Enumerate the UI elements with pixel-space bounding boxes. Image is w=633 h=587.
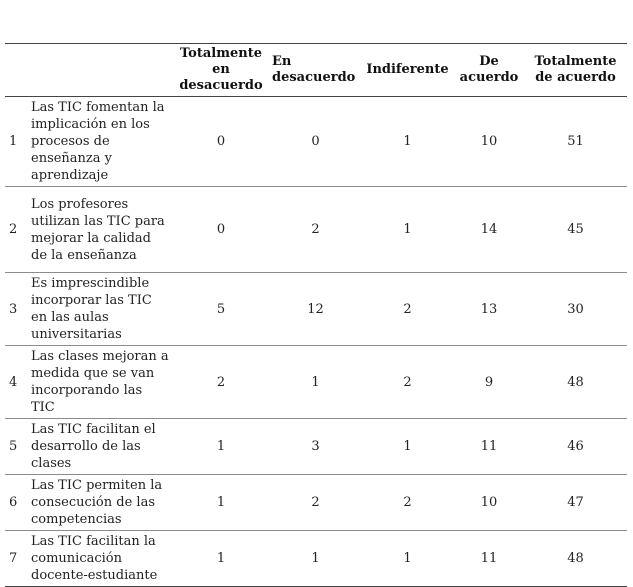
cell-de-acuerdo: 10 xyxy=(480,495,498,510)
cell-totalmente-en-desacuerdo: 1 xyxy=(216,551,226,566)
cell-de-acuerdo: 10 xyxy=(480,134,498,149)
cell-totalmente-en-desacuerdo: 1 xyxy=(216,495,226,510)
row-statement: Las clases mejoran a medida que se van incorporando las TIC xyxy=(31,349,169,415)
cell-totalmente-de-acuerdo: 48 xyxy=(567,551,584,566)
cell-totalmente-de-acuerdo: 47 xyxy=(567,495,584,510)
row-statement: Las TIC facilitan la comunicación docente-estudiante xyxy=(31,534,158,583)
row-number: 1 xyxy=(9,134,18,149)
cell-en-desacuerdo: 3 xyxy=(311,439,320,454)
cell-indiferente: 2 xyxy=(403,374,412,390)
cell-indiferente: 2 xyxy=(403,495,412,510)
row-number: 3 xyxy=(9,301,18,317)
row-number: 5 xyxy=(9,439,18,454)
row-statement: Las TIC permiten la consecución de las competencias xyxy=(31,478,163,527)
cell-totalmente-en-desacuerdo: 5 xyxy=(216,301,226,317)
cell-totalmente-de-acuerdo: 46 xyxy=(567,439,584,454)
header-totalmente-en-desacuerdo: Totalmente en desacuerdo xyxy=(179,46,263,93)
cell-indiferente: 2 xyxy=(403,301,412,317)
cell-en-desacuerdo: 2 xyxy=(311,222,320,237)
cell-indiferente: 1 xyxy=(403,551,412,566)
cell-totalmente-de-acuerdo: 48 xyxy=(567,374,584,390)
table-row xyxy=(5,346,627,419)
cell-totalmente-en-desacuerdo: 0 xyxy=(216,222,226,237)
row-statement: Las TIC facilitan el desarrollo de las clases xyxy=(31,422,156,471)
cell-totalmente-de-acuerdo: 45 xyxy=(567,222,584,237)
cell-de-acuerdo: 11 xyxy=(480,551,498,566)
header-de-acuerdo: De acuerdo xyxy=(459,54,519,85)
cell-totalmente-en-desacuerdo: 1 xyxy=(216,439,226,454)
cell-totalmente-de-acuerdo: 30 xyxy=(567,301,584,317)
survey-table xyxy=(5,43,627,587)
cell-en-desacuerdo: 1 xyxy=(311,374,320,390)
cell-indiferente: 1 xyxy=(403,222,412,237)
cell-en-desacuerdo: 12 xyxy=(307,301,324,317)
cell-en-desacuerdo: 2 xyxy=(311,495,320,510)
cell-totalmente-de-acuerdo: 51 xyxy=(567,134,584,149)
table-row xyxy=(5,475,627,531)
row-statement: Es imprescindible incorporar las TIC en las aulas universitarias xyxy=(31,276,152,342)
table-row xyxy=(5,97,627,187)
header-row xyxy=(5,44,627,97)
cell-indiferente: 1 xyxy=(403,134,412,149)
cell-totalmente-en-desacuerdo: 0 xyxy=(216,134,226,149)
cell-de-acuerdo: 13 xyxy=(480,301,498,317)
row-number: 7 xyxy=(9,551,18,566)
cell-en-desacuerdo: 0 xyxy=(311,134,320,149)
table-row xyxy=(5,419,627,475)
header-num xyxy=(5,44,27,97)
table-row xyxy=(5,273,627,346)
cell-en-desacuerdo: 1 xyxy=(311,551,320,566)
header-totalmente-de-acuerdo: Totalmente de acuerdo xyxy=(534,54,617,85)
header-en-desacuerdo: En desacuerdo xyxy=(272,54,356,85)
header-statement xyxy=(27,44,172,97)
row-number: 6 xyxy=(9,495,18,510)
table-row xyxy=(5,531,627,587)
header-indiferente: Indiferente xyxy=(366,62,449,77)
row-statement: Los profesores utilizan las TIC para mejorar la calidad de la enseñanza xyxy=(31,196,165,263)
row-statement: Las TIC fomentan la implicación en los procesos de enseñanza y aprendizaje xyxy=(31,100,165,183)
cell-de-acuerdo: 9 xyxy=(484,374,494,390)
row-number: 4 xyxy=(9,374,18,390)
cell-totalmente-en-desacuerdo: 2 xyxy=(216,374,226,390)
cell-de-acuerdo: 11 xyxy=(480,439,498,454)
cell-de-acuerdo: 14 xyxy=(480,222,498,237)
table-row xyxy=(5,187,627,273)
row-number: 2 xyxy=(9,222,18,237)
cell-indiferente: 1 xyxy=(403,439,412,454)
